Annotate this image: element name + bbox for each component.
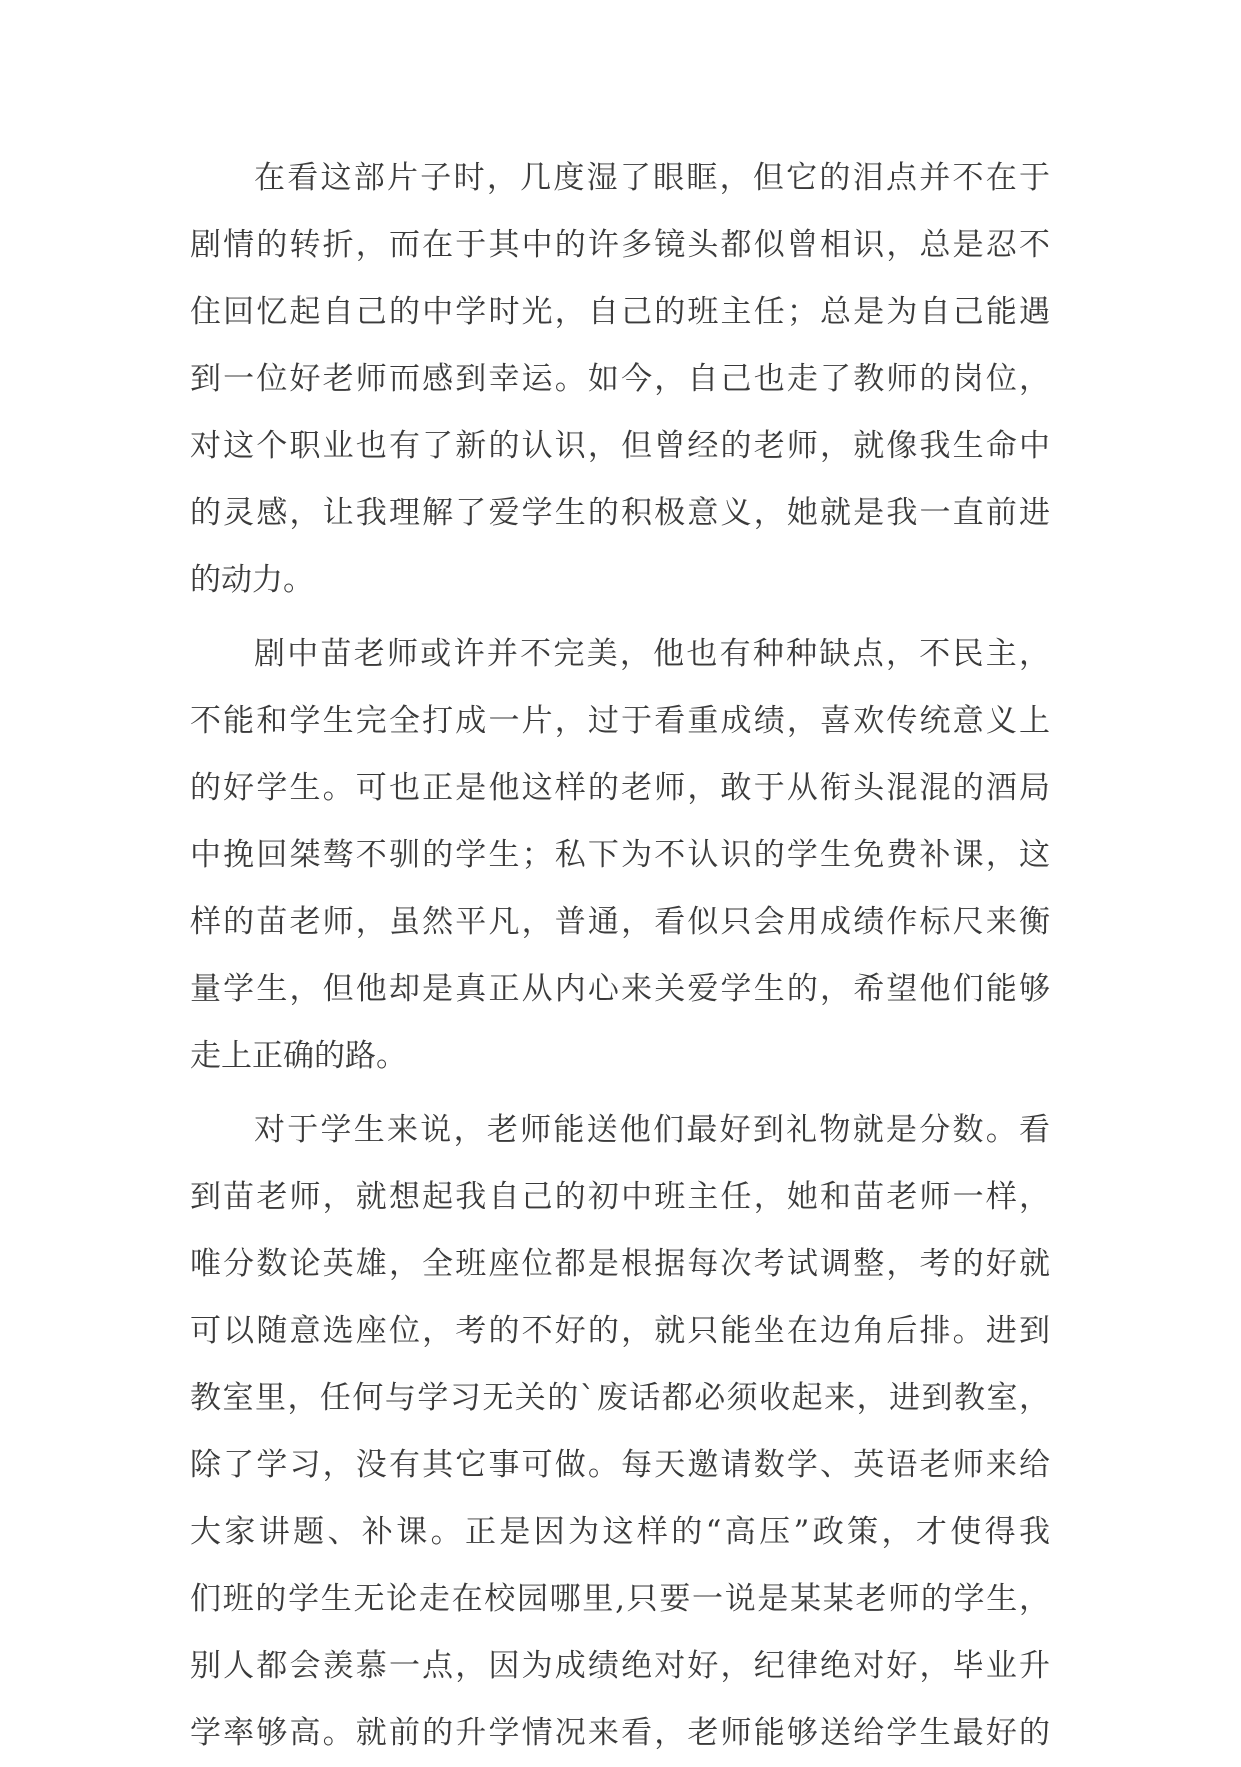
text-line: 大家讲题、补课。正是因为这样的“高压”政策，才使得我 (190, 1514, 1050, 1550)
text-line: 走上正确的路。 (190, 1038, 407, 1074)
text-line: 教室里，任何与学习无关的`废话都必须收起来，进到教室， (190, 1380, 1050, 1416)
text-line: 剧情的转折，而在于其中的许多镜头都似曾相识，总是忍不 (190, 227, 1050, 263)
text-line: 的灵感，让我理解了爱学生的积极意义，她就是我一直前进 (190, 495, 1050, 531)
text-line: 住回忆起自己的中学时光，自己的班主任；总是为自己能遇 (190, 294, 1050, 330)
text-line: 到一位好老师而感到幸运。如今，自己也走了教师的岗位， (190, 361, 1050, 397)
text-line: 量学生，但他却是真正从内心来关爱学生的，希望他们能够 (190, 971, 1050, 1007)
text-line: 中挽回桀骜不驯的学生；私下为不认识的学生免费补课，这 (190, 837, 1050, 873)
paragraph (190, 621, 1050, 1090)
text-line: 的好学生。可也正是他这样的老师，敢于从衔头混混的酒局 (190, 770, 1050, 806)
paragraph (190, 145, 1050, 614)
text-line: 剧中苗老师或许并不完美，他也有种种缺点，不民主， (254, 636, 1050, 672)
text-line: 学率够高。就前的升学情况来看，老师能够送给学生最好的 (190, 1715, 1050, 1751)
text-line: 唯分数论英雄，全班座位都是根据每次考试调整，考的好就 (190, 1246, 1050, 1282)
text-line: 的动力。 (190, 562, 314, 598)
text-line: 不能和学生完全打成一片，过于看重成绩，喜欢传统意义上 (190, 703, 1050, 739)
text-line: 对于学生来说，老师能送他们最好到礼物就是分数。看 (254, 1112, 1050, 1148)
text-line: 对这个职业也有了新的认识，但曾经的老师，就像我生命中 (190, 428, 1050, 464)
text-line: 可以随意选座位，考的不好的，就只能坐在边角后排。进到 (190, 1313, 1050, 1349)
text-line: 们班的学生无论走在校园哪里,只要一说是某某老师的学生， (190, 1581, 1050, 1617)
document-body (190, 145, 1050, 1767)
text-line: 样的苗老师，虽然平凡，普通，看似只会用成绩作标尺来衡 (190, 904, 1050, 940)
text-line: 在看这部片子时，几度湿了眼眶，但它的泪点并不在于 (254, 160, 1050, 196)
paragraph (190, 1097, 1050, 1767)
text-line: 别人都会羡慕一点，因为成绩绝对好，纪律绝对好，毕业升 (190, 1648, 1050, 1684)
text-line: 除了学习，没有其它事可做。每天邀请数学、英语老师来给 (190, 1447, 1050, 1483)
text-line: 到苗老师，就想起我自己的初中班主任，她和苗老师一样， (190, 1179, 1050, 1215)
